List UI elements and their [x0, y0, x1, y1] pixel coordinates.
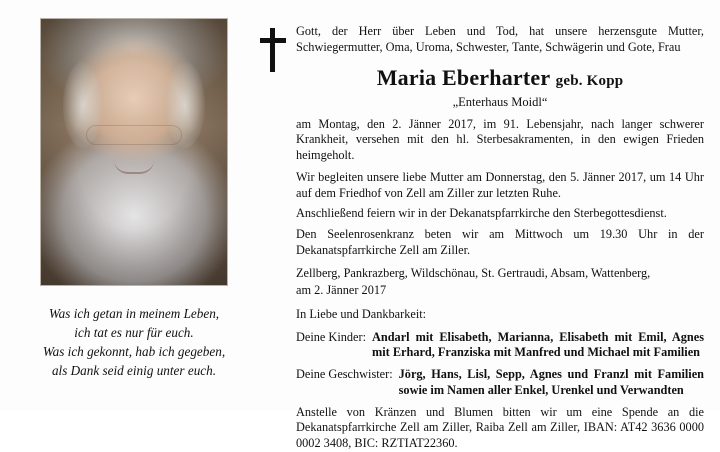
verse-line-1: Was ich getan in meinem Leben,: [48, 306, 220, 321]
places-line: Zellberg, Pankrazberg, Wildschönau, St. Gertraudi, Absam, Wattenberg,: [296, 265, 651, 280]
siblings-names-text: Jörg, Hans, Lisl, Sepp, Agnes und Franzl mit Familien sowie im Namen aller Enkel, Urenkel und Verwandten: [398, 367, 704, 397]
rosary-paragraph: Den Seelenrosenkranz beten wir am Mittwoch um 19.30 Uhr in der Dekanatspfarrkirche Zell am Ziller.: [296, 227, 704, 257]
cross-column: [250, 10, 296, 403]
obituary-text-column: [296, 10, 708, 451]
deceased-maiden-name: geb. Kopp: [555, 73, 624, 90]
deceased-full-name: Maria Eberharter: [376, 65, 550, 91]
portrait-glasses: [86, 125, 182, 145]
deceased-name: [296, 64, 704, 92]
children-names: [372, 330, 704, 361]
memorial-verse: [28, 304, 240, 381]
portrait-frame: [40, 18, 228, 286]
donation-paragraph: Anstelle von Kränzen und Blumen bitten wir um eine Spende an die Dekanatspfarrkirche Zell am Ziller, Raiba Zell am Ziller, IBAN: AT42 3636 0000 0002 3408, BIC: RZTIAT22360.: [296, 404, 704, 451]
children-label: Deine Kinder:: [296, 329, 366, 344]
date-line: am 2. Jänner 2017: [296, 283, 387, 298]
siblings-names: [399, 367, 704, 398]
cross-horizontal-bar: [260, 38, 286, 43]
verse-line-2: ich tat es nur für euch.: [74, 325, 194, 341]
verse-line-4: als Dank seid einig unter euch.: [51, 363, 217, 379]
intro-paragraph: Gott, der Herr über Leben und Tod, hat unsere herzensgute Mutter, Schwiegermutter, Oma, Uroma, Schwester, Tante, Schwägerin und Gote, Frau: [296, 24, 704, 54]
siblings-block: [296, 367, 704, 398]
children-block: [296, 330, 704, 361]
funeral-paragraph: Wir begleiten unsere liebe Mutter am Donnerstag, den 5. Jänner 2017, um 14 Uhr auf dem Friedhof von Zell am Ziller zur letzten Ruhe.: [296, 169, 704, 200]
portrait-photo: [41, 19, 227, 285]
portrait-hair-right: [165, 62, 205, 148]
latin-cross-icon: [260, 28, 286, 72]
deceased-nickname: „Enterhaus Moidl“: [452, 94, 548, 109]
children-names-text: Andarl mit Elisabeth, Marianna, Elisabeth mit Emil, Agnes mit Erhard, Franziska mit Manfred und Michael mit Familien: [372, 329, 704, 360]
cross-vertical-bar: [270, 28, 275, 72]
siblings-label: Deine Geschwister:: [296, 367, 393, 382]
portrait-hair-left: [63, 62, 103, 148]
mass-paragraph: Anschließend feiern wir in der Dekanatspfarrkirche den Sterbegottesdienst.: [296, 206, 667, 221]
portrait-column: [18, 10, 250, 403]
death-paragraph: am Montag, den 2. Jänner 2017, im 91. Lebensjahr, nach langer schwerer Krankheit, versehen mit den hl. Sterbesakramenten, in den ewigen Frieden heimgeholt.: [296, 116, 704, 163]
verse-line-3: Was ich gekonnt, hab ich gegeben,: [42, 344, 226, 360]
thanks-line: In Liebe und Dankbarkeit:: [296, 306, 427, 321]
portrait-smile: [114, 160, 154, 174]
